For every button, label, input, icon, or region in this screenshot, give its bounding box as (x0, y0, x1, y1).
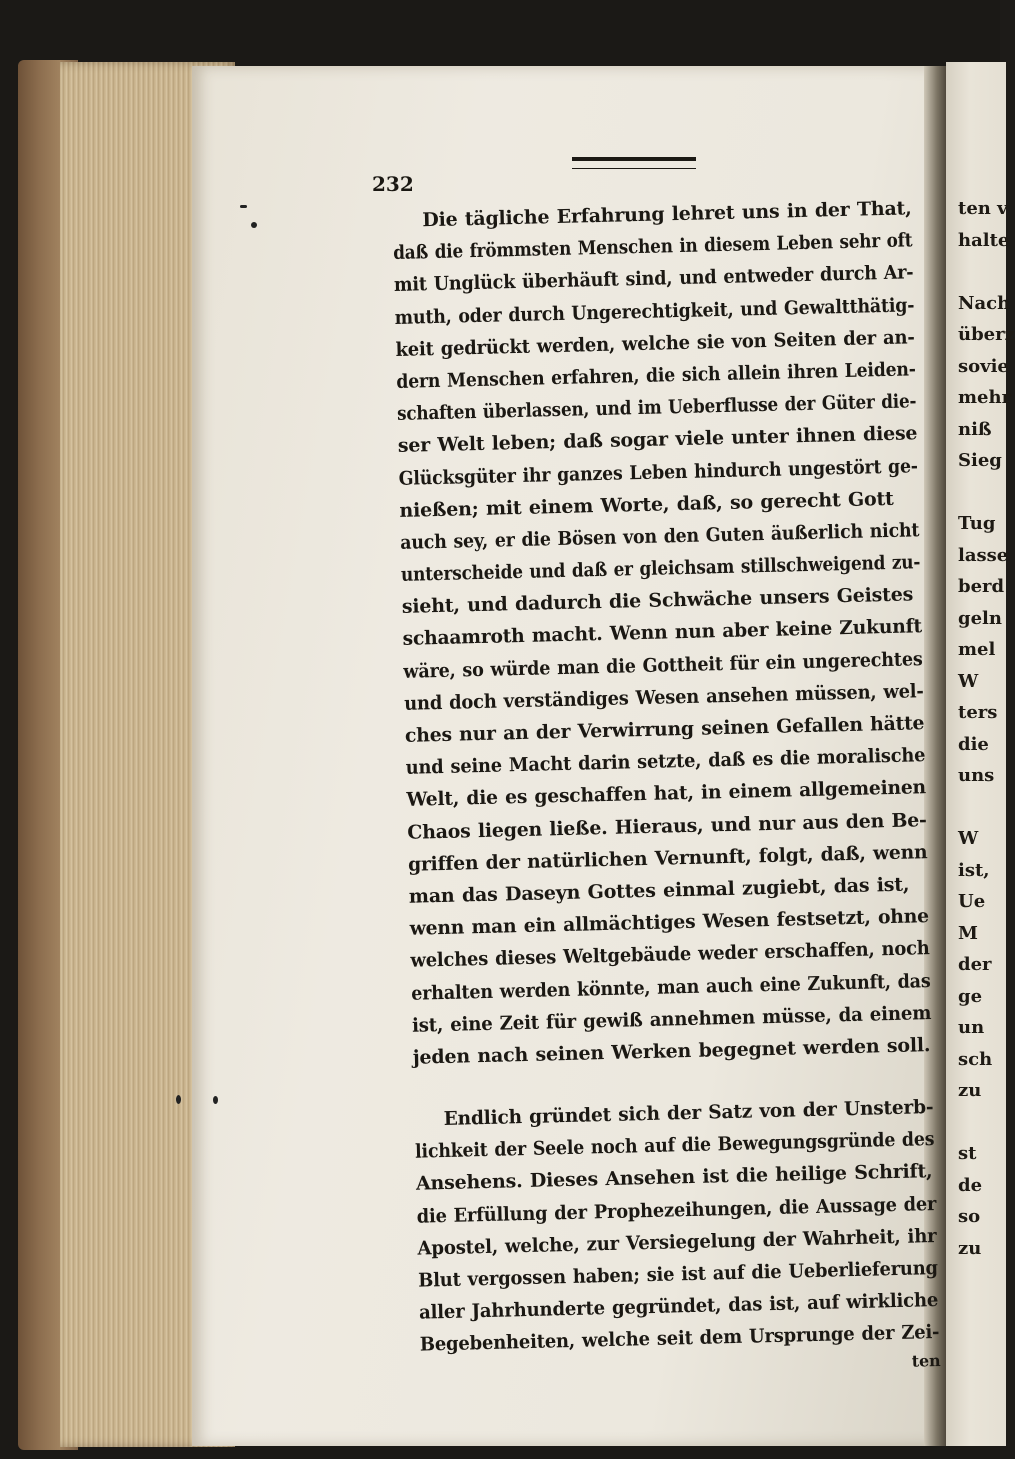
facing-page-fragment: so (958, 1206, 981, 1227)
facing-page-fragment: überz (958, 324, 1015, 345)
text-line: und seine Macht darin setzte, daß es die moralische (405, 744, 926, 780)
facing-page-fragment: st (958, 1143, 977, 1164)
ink-speck (176, 1095, 181, 1104)
text-line: sieht, und dadurch die Schwäche unsers Geistes (401, 583, 914, 619)
facing-page-fragment: mel (958, 639, 996, 660)
facing-page-fragment: niß (958, 418, 992, 440)
ink-speck (251, 222, 257, 228)
text-line: man das Daseyn Gottes einmal zugiebt, das ist, (408, 873, 910, 908)
facing-page-fragment: ters (958, 702, 998, 723)
paragraph-1 (392, 192, 933, 1074)
text-line: Endlich gründet sich der Satz von der Unsterb- (443, 1096, 934, 1131)
text-line: ser Welt leben; daß sogar viele unter ihnen diese (397, 422, 918, 458)
text-line: nießen; mit einem Worte, daß, so gerecht Gott (399, 487, 894, 522)
text-line: mit Unglück überhäuft sind, und entweder durch Ar- (393, 261, 914, 297)
header-rule (572, 157, 696, 169)
text-line: griffen der natürlichen Vernunft, folgt, daß, wenn (407, 840, 928, 876)
text-line: lichkeit der Seele noch auf die Bewegungsgründe des (414, 1128, 935, 1163)
facing-page-fragment: geln (958, 607, 1002, 629)
text-line: Apostel, welche, zur Versiegelung der Wahrheit, ihr (417, 1224, 937, 1260)
facing-page-fragment: Tug (958, 513, 996, 534)
catchword: ten (911, 1350, 941, 1371)
facing-page-fragment: W (958, 670, 979, 692)
text-line: daß die frömmsten Menschen in diesem Leben sehr oft (392, 229, 913, 265)
text-line: aller Jahrhunderte gegründet, das ist, auf wirkliche (418, 1289, 939, 1324)
text-line: Glücksgüter ihr ganzes Leben hindurch ungestört ge- (398, 454, 919, 490)
text-line: Begebenheiten, welche seit dem Ursprunge der Zei- (419, 1321, 940, 1357)
facing-page-fragment: ten v (958, 198, 1008, 219)
text-line: Chaos liegen ließe. Hieraus, und nur aus den Be- (407, 808, 927, 844)
text-line: dern Menschen erfahren, die sich allein ihren Leiden- (396, 358, 916, 393)
facing-page-fragment: M (958, 922, 978, 944)
facing-page-fragment: W (958, 828, 979, 849)
facing-page-fragment: lasse (958, 544, 1009, 566)
text-line: Blut vergossen haben; sie ist auf die Ueberlieferung (418, 1256, 939, 1292)
text-line: Ansehens. Dieses Ansehen ist die heilige Schrift, (415, 1160, 933, 1196)
text-line: schaamroth macht. Wenn nun aber keine Zukunft (402, 615, 923, 651)
facing-page-fragment: de (958, 1174, 983, 1196)
text-line: erhalten werden könnte, man auch eine Zukunft, das (410, 969, 931, 1005)
facing-page-fragment: halte (958, 229, 1010, 251)
page-number: 232 (372, 172, 414, 196)
facing-page-fragment: ist, (958, 859, 990, 881)
text-line: keit gedrückt werden, welche sie von Seiten der an- (395, 326, 915, 361)
facing-page-fragment: Sieg (958, 450, 1002, 471)
facing-page-fragment: zu (958, 1080, 982, 1101)
text-line: unterscheide und daß er gleichsam stillschweigend zu- (400, 551, 921, 586)
facing-page-fragment: berd (958, 576, 1005, 597)
facing-page-fragment: sovie (958, 355, 1009, 377)
facing-page-fragment: Nach (958, 292, 1011, 314)
facing-page-fragment: uns (958, 765, 995, 786)
text-line: und doch verständiges Wesen ansehen müssen, wel- (403, 679, 924, 715)
paragraph-2 (414, 1091, 940, 1361)
facing-page-fragment: sch (958, 1048, 993, 1070)
text-line: muth, oder durch Ungerechtigkeit, und Gewaltthätig- (394, 293, 915, 329)
facing-page-fragment: die (958, 733, 989, 755)
text-line: ches nur an der Verwirrung seinen Gefallen hätte (404, 712, 925, 747)
text-line: Welt, die es geschaffen hat, in einem allgemeinen (406, 776, 927, 812)
text-line: welches dieses Weltgebäude weder erschaffen, noch (410, 937, 930, 973)
ink-speck (240, 205, 247, 208)
text-line: auch sey, er die Bösen von den Guten äußerlich nicht (399, 519, 920, 554)
text-line: ist, eine Zeit für gewiß annehmen müsse, da einem (411, 1001, 932, 1037)
facing-page-fragment: Ue (958, 891, 986, 912)
facing-page-fragment: der (958, 954, 992, 975)
text-line: wenn man ein allmächtiges Wesen festsetzt, ohne (409, 905, 930, 940)
text-line: jeden nach seinen Werken begegnet werden soll. (412, 1033, 931, 1069)
page-body (392, 192, 941, 1385)
text-line: die Erfüllung der Prophezeihungen, die Aussage der (416, 1192, 937, 1228)
facing-page-fragment: mehr (958, 387, 1012, 408)
facing-page-fragment: ge (958, 985, 983, 1007)
facing-page-fragment: un (958, 1017, 985, 1038)
ink-speck (213, 1096, 218, 1104)
text-line: wäre, so würde man die Gottheit für ein ungerechtes (403, 647, 923, 683)
text-line: schaften überlassen, und im Ueberflusse der Güter die- (396, 390, 917, 426)
text-line: Die tägliche Erfahrung lehret uns in der That, (422, 197, 912, 232)
facing-page-fragment: zu (958, 1237, 982, 1259)
